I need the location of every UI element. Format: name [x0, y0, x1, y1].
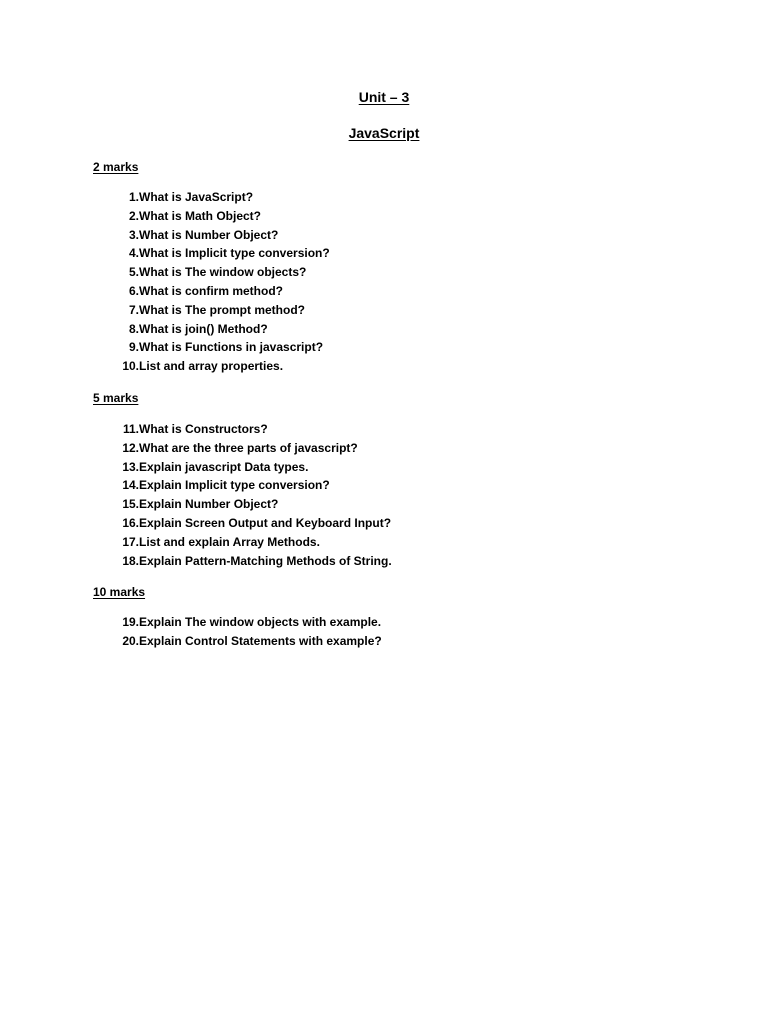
list-item: [110, 207, 262, 226]
list-item: [110, 439, 358, 458]
question-list-10-marks: [110, 613, 382, 651]
question-number: 18.: [122, 553, 139, 568]
question-text: What is Implicit type conversion?: [139, 246, 330, 261]
list-item: [110, 533, 320, 552]
question-number: 10.: [122, 359, 139, 374]
list-item: [110, 632, 382, 651]
list-item: [110, 552, 392, 571]
question-text: List and array properties.: [139, 359, 284, 374]
list-item: [110, 495, 279, 514]
question-number: 15.: [122, 497, 139, 512]
question-number: 8.: [128, 321, 139, 336]
question-number: 7.: [128, 302, 139, 317]
question-text: What are the three parts of javascript?: [139, 440, 358, 455]
list-item: [110, 613, 382, 632]
question-text: Explain Control Statements with example?: [139, 633, 382, 648]
question-number: 3.: [128, 227, 139, 242]
question-text: What is Math Object?: [139, 208, 262, 223]
unit-title: Unit – 3: [358, 89, 410, 105]
question-text: What is Constructors?: [139, 422, 268, 436]
list-item: [110, 188, 254, 207]
question-number: 9.: [128, 340, 139, 355]
question-number: 16.: [122, 515, 139, 530]
question-text: Explain Pattern-Matching Methods of String.: [139, 553, 392, 568]
list-item: [110, 458, 309, 477]
question-text: What is The prompt method?: [139, 302, 305, 317]
question-list-5-marks: [110, 420, 392, 570]
section-heading-2-marks: 2 marks: [93, 160, 139, 174]
list-item: [110, 301, 305, 320]
list-item: [110, 244, 330, 263]
question-text: What is confirm method?: [139, 283, 283, 298]
question-number: 4.: [128, 246, 139, 261]
question-number: 11.: [122, 422, 139, 436]
question-text: What is join() Method?: [139, 321, 268, 336]
question-number: 1.: [128, 190, 139, 204]
list-item: [110, 320, 268, 339]
section-heading-5-marks: 5 marks: [93, 391, 139, 405]
question-number: 20.: [122, 633, 139, 648]
list-item: [110, 226, 279, 245]
question-text: Explain javascript Data types.: [139, 459, 309, 474]
list-item: [110, 282, 283, 301]
list-item: [110, 338, 324, 357]
list-item: [110, 357, 284, 376]
question-number: 5.: [128, 265, 139, 280]
question-text: Explain The window objects with example.: [139, 615, 382, 629]
question-number: 13.: [122, 459, 139, 474]
question-text: Explain Implicit type conversion?: [139, 478, 330, 493]
subject-title: JavaScript: [348, 125, 420, 141]
question-number: 14.: [122, 478, 139, 493]
question-text: Explain Screen Output and Keyboard Input?: [139, 515, 392, 530]
question-number: 2.: [128, 208, 139, 223]
list-item: [110, 420, 268, 439]
question-number: 12.: [122, 440, 139, 455]
question-text: What is Number Object?: [139, 227, 279, 242]
question-text: What is The window objects?: [139, 265, 307, 280]
list-item: [110, 514, 392, 533]
question-text: What is JavaScript?: [139, 190, 254, 204]
question-text: Explain Number Object?: [139, 497, 279, 512]
question-list-2-marks: [110, 188, 330, 376]
section-heading-10-marks: 10 marks: [93, 585, 146, 599]
list-item: [110, 476, 330, 495]
question-number: 19.: [122, 615, 139, 629]
question-text: List and explain Array Methods.: [139, 534, 320, 549]
question-number: 6.: [128, 283, 139, 298]
question-number: 17.: [122, 534, 139, 549]
list-item: [110, 263, 307, 282]
question-text: What is Functions in javascript?: [139, 340, 324, 355]
